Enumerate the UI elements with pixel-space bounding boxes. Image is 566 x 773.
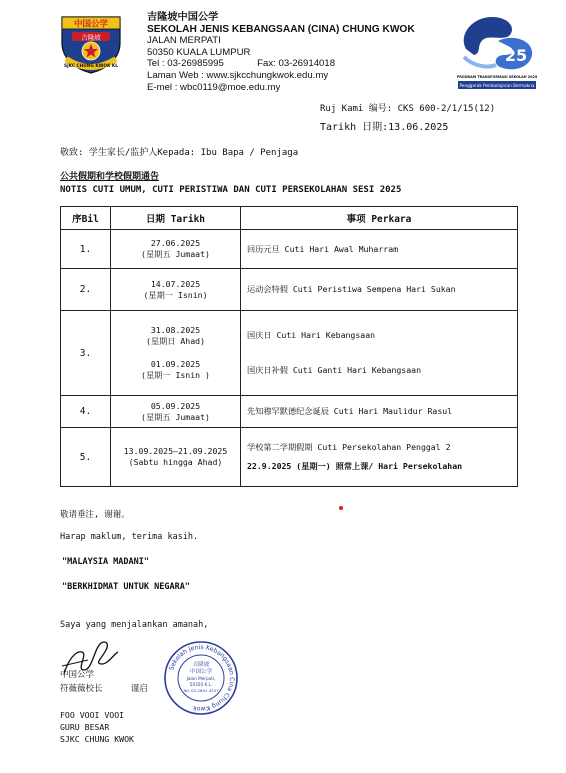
tel-number: Tel : 03-26985995 [147, 58, 224, 70]
address-line2: 50350 KUALA LUMPUR [147, 46, 251, 58]
row-number: 3. [61, 311, 111, 396]
row-date [111, 428, 241, 487]
matter-text: 运动会特假 Cuti Peristiwa Sempena Hari Sukan [247, 284, 456, 294]
logo-banner-text: 中国公学 [73, 19, 109, 30]
slogan-berkhidmat: "BERKHIDMAT UNTUK NEGARA" [62, 582, 190, 592]
row-date [111, 396, 241, 428]
title-ms: NOTIS CUTI UMUM, CUTI PERISTIWA DAN CUTI PERSEKOLAHAN SESI 2025 [60, 185, 402, 195]
row-matter [241, 428, 518, 487]
respect-text: 谨启 [130, 684, 148, 694]
thanks-ms: Harap maklum, terima kasih. [60, 532, 199, 542]
logo-motto-text: SJKC CHUNG KWOK KL [64, 64, 118, 69]
table-row [61, 428, 518, 487]
table-header-row [61, 207, 518, 230]
date-text: 13.09.2025–21.09.2025 [123, 446, 228, 456]
email: E-mel : wbc0119@moe.edu.my [147, 81, 281, 93]
thanks-cn: 敬请垂注, 谢谢。 [60, 510, 130, 520]
date-text: 05.09.2025 [150, 400, 201, 411]
holiday-table [60, 206, 518, 487]
fax-number: Fax: 03-26914018 [257, 58, 336, 70]
signature-block [60, 668, 148, 696]
header-date: 日期 Tarikh [111, 207, 241, 230]
matter-text: 学校第二学期假期 Cuti Persekolahan Penggal 2 [247, 442, 451, 452]
program-logo [452, 11, 542, 91]
table-row [61, 230, 518, 269]
logo-caption-2: Penggerak Pembelajaran Bermakna [459, 83, 535, 88]
reference-number: Ruj Kami 编号: CKS 600-2/1/15(12) [320, 104, 496, 114]
principal-name: FOO VOOI VOOI [60, 710, 125, 720]
recipient: 敬致: 学生家长/监护人Kepada: Ibu Bapa / Penjaga [60, 148, 299, 158]
matter-text: 国庆日补假 Cuti Ganti Hari Kebangsaan [247, 365, 422, 375]
principal-school: SJKC CHUNG KWOK [60, 734, 134, 744]
signatory [60, 709, 134, 745]
website: Laman Web : www.sjkcchungkwok.edu.my [147, 69, 329, 81]
letter-date: Tarikh 日期:13.06.2025 [320, 122, 449, 133]
table-row [61, 269, 518, 311]
stamp-line5: Tel: 03-2691 4557 [183, 688, 219, 693]
slogan-madani: "MALAYSIA MADANI" [62, 557, 149, 567]
row-matter [241, 230, 518, 269]
row-date [111, 311, 241, 396]
signature-line2 [60, 682, 148, 696]
row-number: 4. [61, 396, 111, 428]
day-text: (星期日 Ahad) [145, 336, 206, 346]
logo-caption-1: PROGRAM TRANSFORMASI SEKOLAH 2025 [456, 75, 538, 79]
row-number: 5. [61, 428, 111, 487]
day-text: (星期五 Jumaat) [141, 249, 210, 259]
principal-cn: 符薇薇校长 [60, 684, 103, 694]
row-date [111, 230, 241, 269]
stamp-line1: 吉隆坡 [192, 662, 210, 668]
date-text: 01.09.2025 [150, 359, 201, 369]
day-text: (Sabtu hingga Ahad) [128, 457, 223, 467]
date-text: 14.07.2025 [150, 278, 201, 289]
matter-text-bold: 22.9.2025 (星期一) 照常上课/ Hari Persekolahan [247, 461, 463, 471]
stamp-line3: Jalan Merpati, [186, 676, 216, 681]
row-matter [241, 311, 518, 396]
row-date [111, 269, 241, 311]
stamp-line4: 50350 K.L. [189, 682, 213, 687]
amanah-line: Saya yang menjalankan amanah, [60, 620, 209, 630]
principal-title: GURU BESAR [60, 722, 110, 732]
school-logo [58, 13, 124, 75]
stamp-ring-text: Sekolah Jenis Kebangsaan Cina Chung Kwok [168, 643, 236, 713]
row-number: 1. [61, 230, 111, 269]
table-row [61, 396, 518, 428]
title-cn: 公共假期和学校假期通告 [60, 172, 160, 182]
school-name-cn: 吉隆坡中国公学 [147, 12, 219, 23]
header-matter: 事项 Perkara [241, 207, 518, 230]
school-header [147, 12, 415, 93]
row-number: 2. [61, 269, 111, 311]
day-text: (星期一 Isnin) [143, 289, 208, 300]
logo-number: 25 [504, 46, 528, 65]
school-stamp-icon [163, 640, 239, 716]
date-text: 31.08.2025 [150, 325, 201, 335]
day-text: (星期五 Jumaat) [141, 411, 210, 422]
header-bil: 序Bil [61, 207, 111, 230]
day-text: (星期一 Isnin ) [141, 370, 210, 380]
logo-ribbon-text: 吉隆坡 [81, 33, 101, 42]
matter-text: 国庆日 Cuti Hari Kebangsaan [247, 330, 376, 340]
contact-line [147, 58, 415, 70]
school-name-ms: SEKOLAH JENIS KEBANGSAAN (CINA) CHUNG KWOK [147, 23, 415, 35]
date-text: 27.06.2025 [150, 238, 201, 248]
row-matter [241, 396, 518, 428]
address-line1: JALAN MERPATI [147, 35, 221, 47]
row-matter [241, 269, 518, 311]
table-row [61, 311, 518, 396]
matter-text: 先知穆罕默德纪念诞辰 Cuti Hari Maulidur Rasul [247, 406, 453, 416]
stamp-line2: 中国公学 [189, 669, 213, 675]
red-mark [339, 506, 343, 510]
matter-text: 回历元旦 Cuti Hari Awal Muharram [247, 243, 399, 254]
signature-line1: 中国公学 [60, 670, 95, 680]
